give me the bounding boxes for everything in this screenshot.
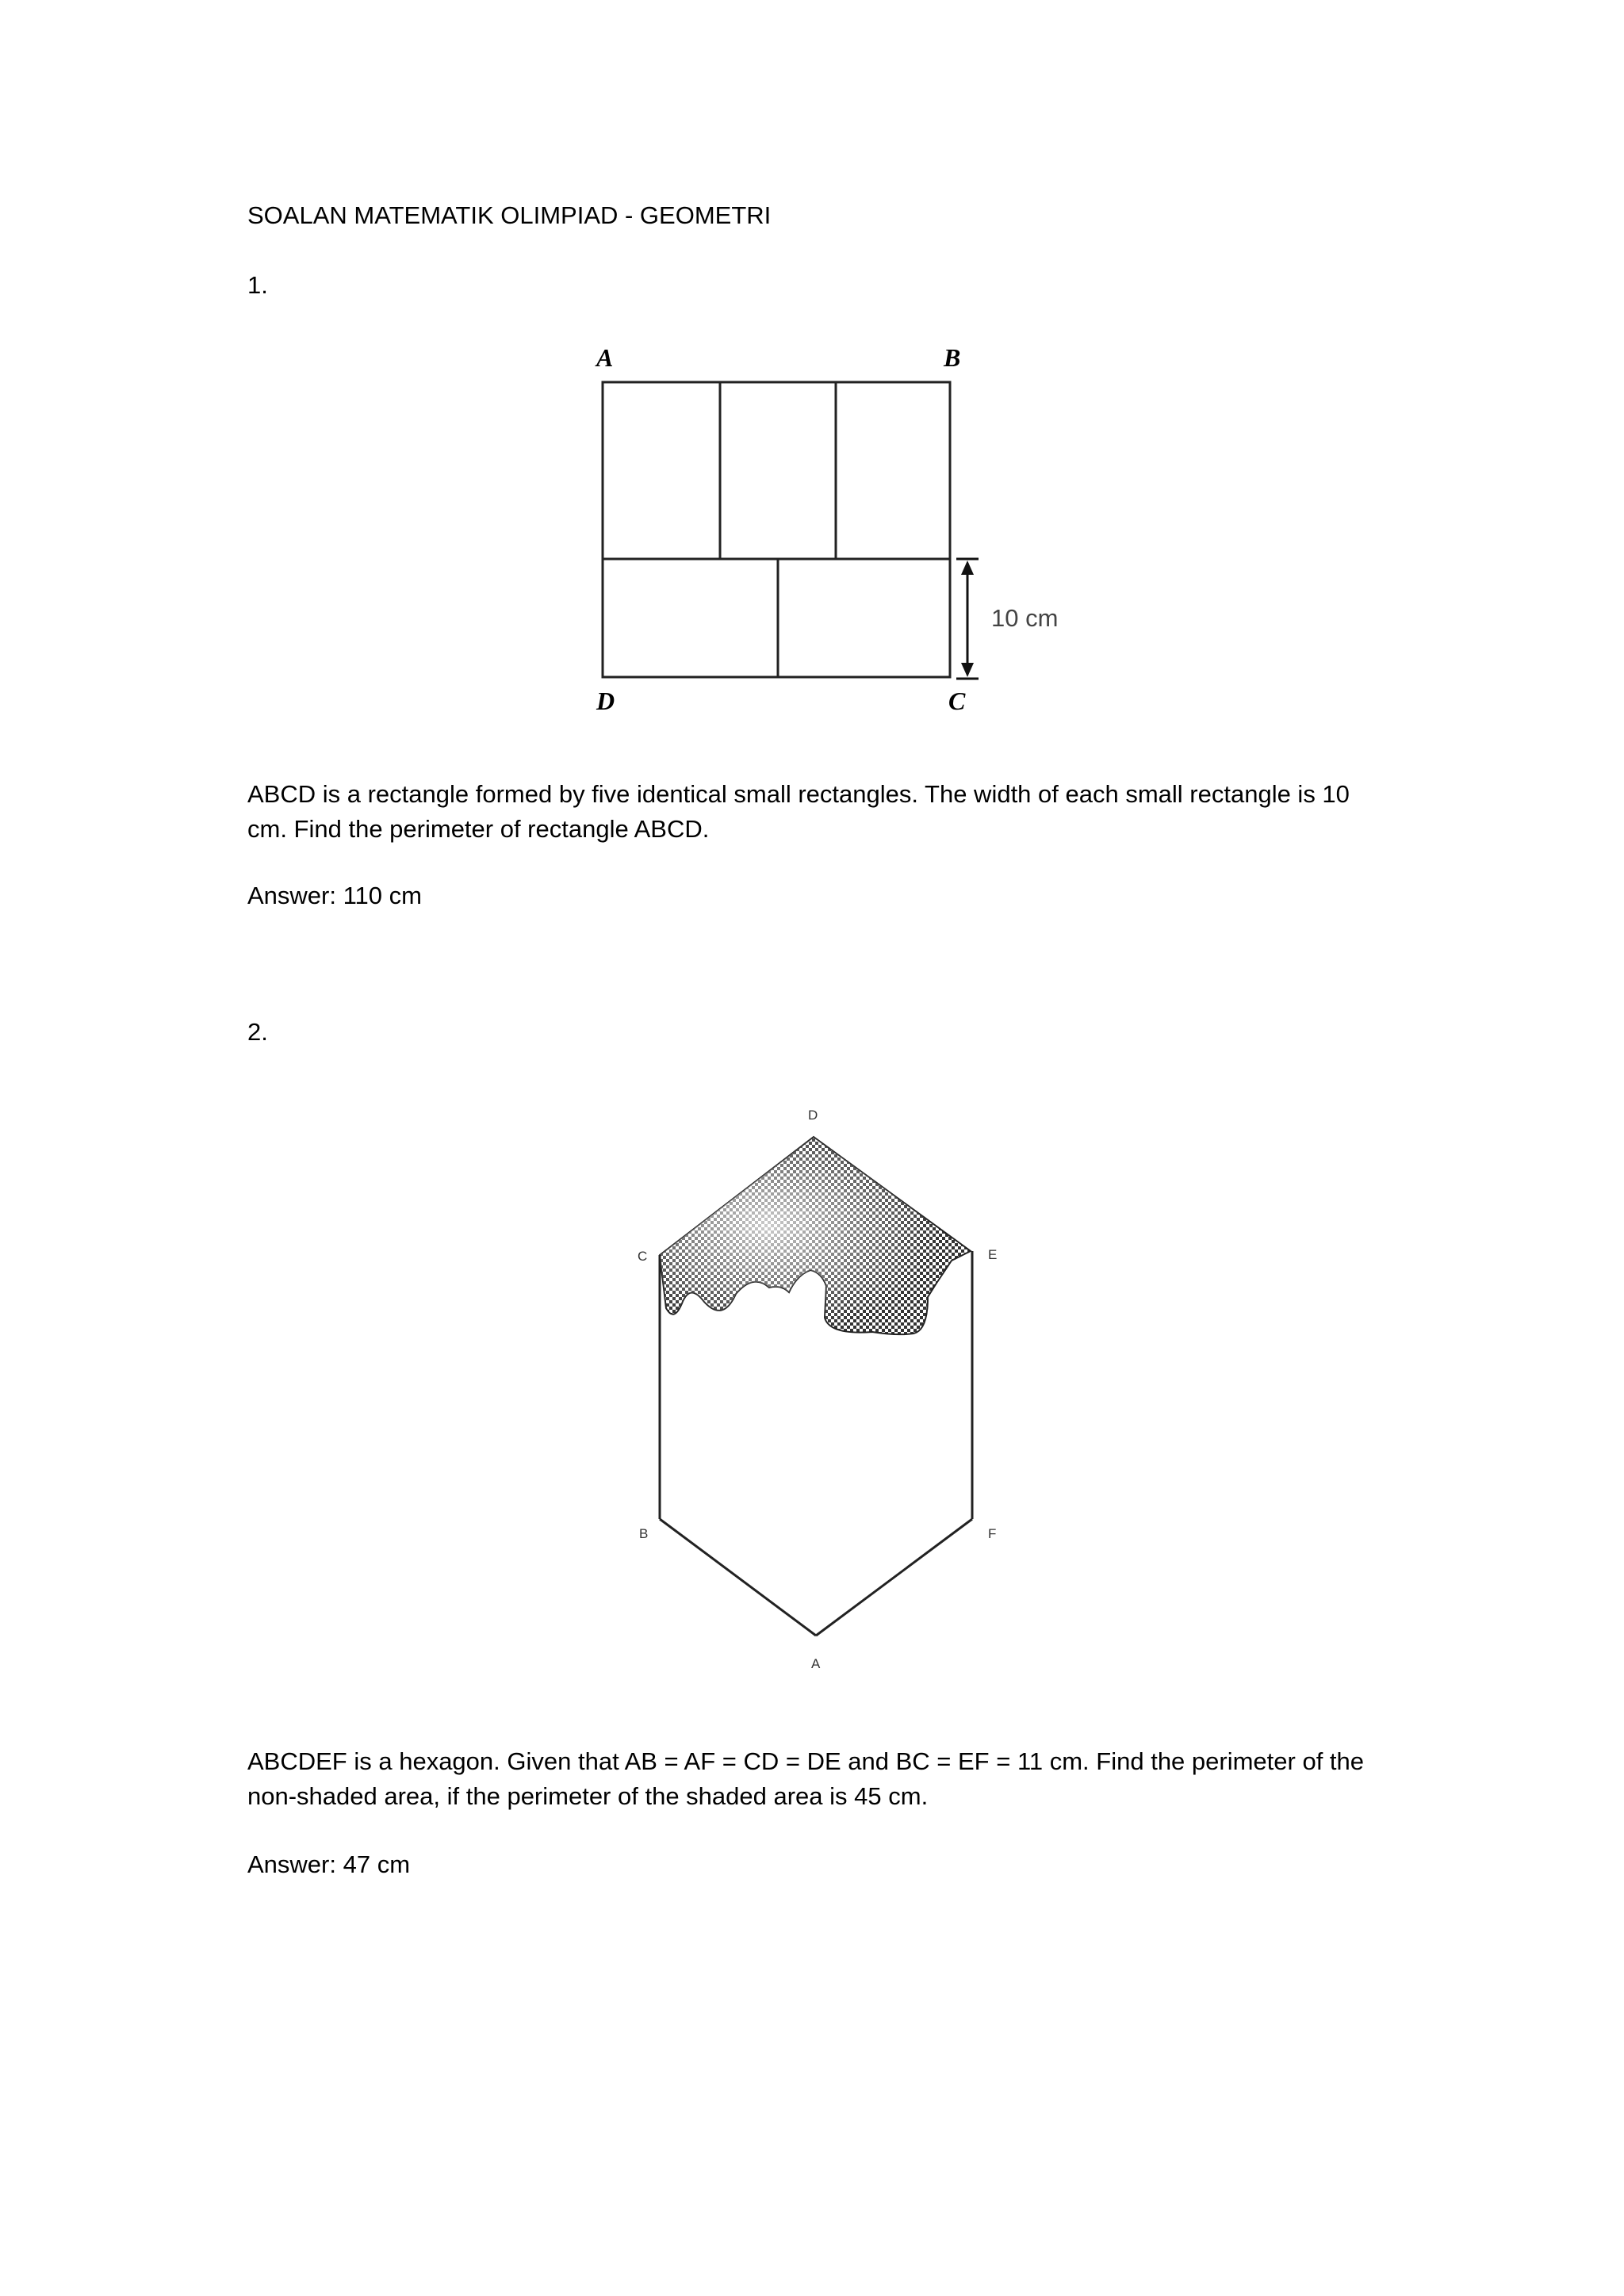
question-1-number: 1.	[247, 271, 268, 299]
label-c: C	[638, 1249, 648, 1264]
document-title: SOALAN MATEMATIK OLIMPIAD - GEOMETRI	[247, 201, 772, 229]
label-b: B	[944, 343, 961, 372]
label-c: C	[948, 687, 966, 715]
question-2-answer: Answer: 47 cm	[247, 1850, 411, 1878]
question-1-text: ABCD is a rectangle formed by five identical small rectangles. The width of each small rectangle is 10 cm. Find the perimeter of rectangle ABCD.	[247, 780, 1350, 843]
shaded-region	[660, 1137, 971, 1334]
label-d: D	[596, 687, 615, 715]
label-d: D	[808, 1108, 818, 1123]
label-b: B	[639, 1526, 649, 1541]
question-1-figure	[579, 333, 1071, 721]
dimension-label: 10 cm	[991, 604, 1059, 632]
label-e: E	[988, 1247, 998, 1262]
label-f: F	[988, 1526, 997, 1541]
question-2-text: ABCDEF is a hexagon. Given that AB = AF = CD = DE and BC = EF = 11 cm. Find the perimeter of the non-shaded area, if the perimeter of the shaded area is 45 cm.	[247, 1747, 1365, 1810]
question-1-answer: Answer: 110 cm	[247, 882, 422, 909]
label-a: A	[811, 1656, 821, 1671]
rectangle-abcd	[603, 382, 950, 677]
dimension-arrow	[956, 559, 979, 679]
question-2-number: 2.	[247, 1018, 268, 1046]
label-a: A	[596, 343, 614, 372]
question-2-figure	[603, 1094, 1015, 1697]
